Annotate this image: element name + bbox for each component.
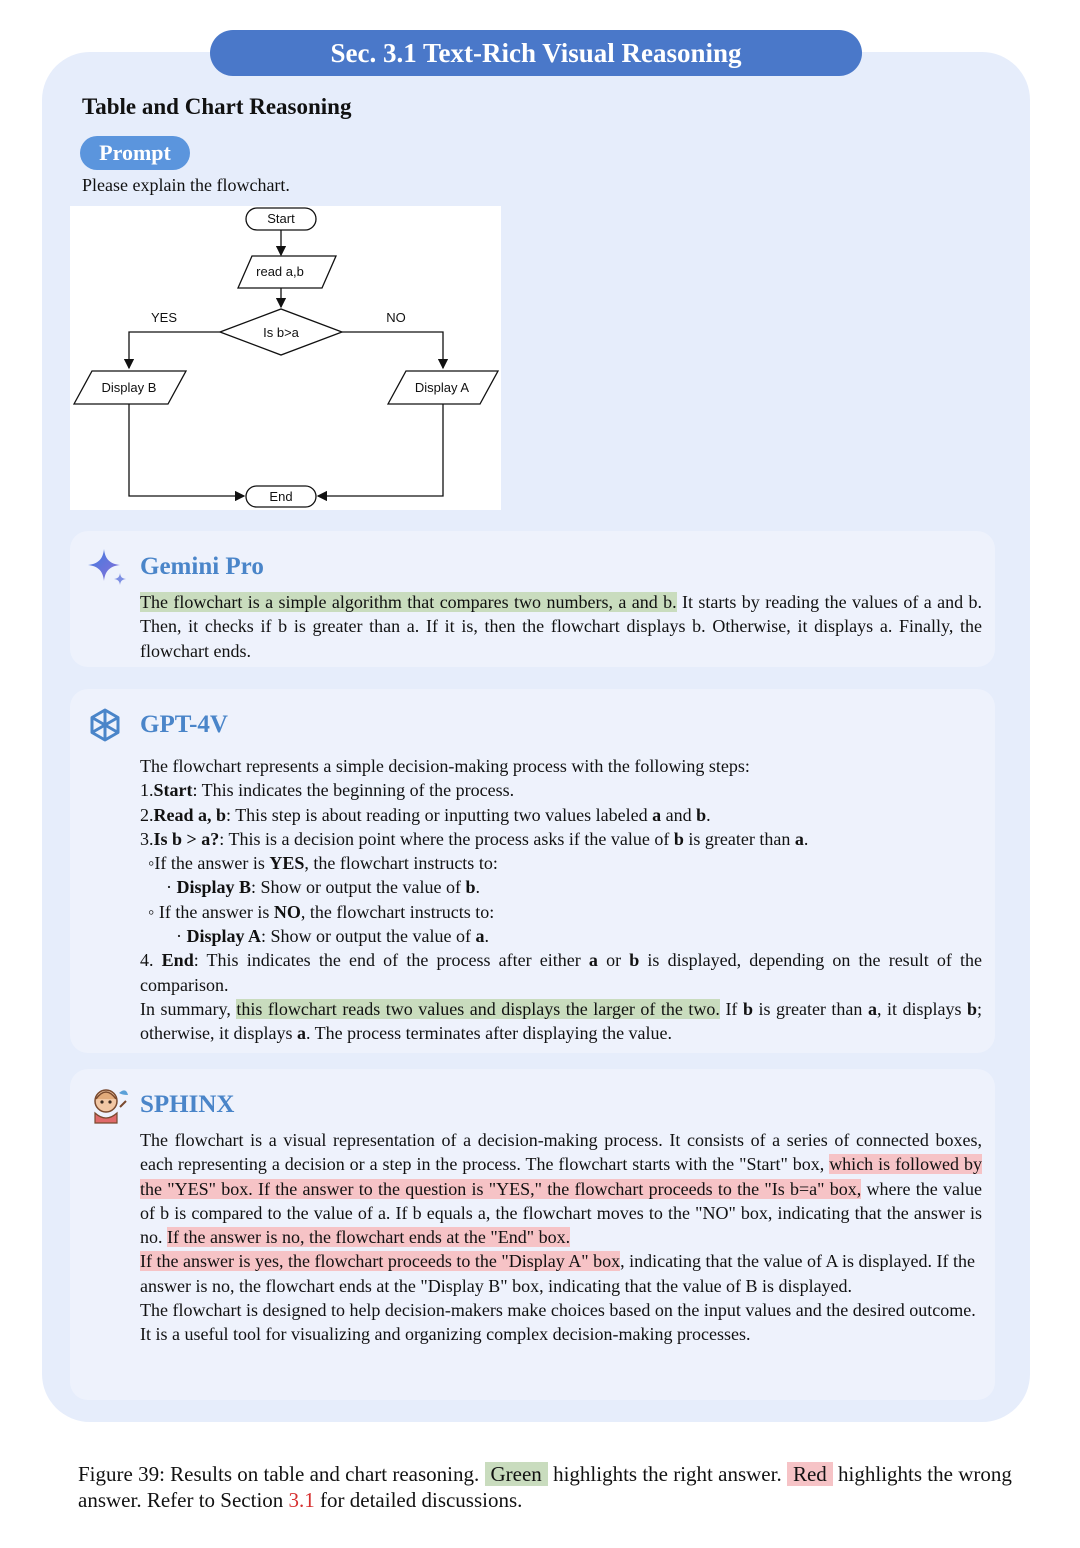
flowchart-figure bbox=[70, 206, 501, 510]
gpt4v-response bbox=[140, 754, 982, 1046]
gpt4v-no-branch: ◦ If the answer is NO, the flowchart instructs to: bbox=[148, 901, 495, 922]
sphinx-highlight-wrong-3: If the answer is yes, the flowchart proceeds to the "Display A" box bbox=[140, 1251, 621, 1272]
gpt4v-step-3: 3.Is b > a?: This is a decision point where the process asks if the value of b is greater than a. bbox=[140, 828, 809, 849]
gemini-card bbox=[70, 531, 995, 667]
gemini-highlight-correct: The flowchart is a simple algorithm that compares two numbers, a and b. bbox=[140, 592, 677, 612]
subsection-title: Table and Chart Reasoning bbox=[82, 94, 352, 119]
section-reference-link[interactable]: 3.1 bbox=[288, 1488, 315, 1512]
decision-label: Is b>a bbox=[263, 325, 299, 340]
gpt4v-display-b: · Display B: Show or output the value of b. bbox=[166, 877, 481, 898]
sphinx-para-2: If the answer is yes, the flowchart proceeds to the "Display A" box, indicating that the value of A is displayed. If the answer is no, the flowchart ends at the "Display B" box, indicating that the value of B is displayed. bbox=[140, 1251, 975, 1296]
gpt4v-highlight-correct: this flowchart reads two values and displays the larger of the two. bbox=[236, 998, 720, 1019]
gemini-title: Gemini Pro bbox=[140, 553, 264, 580]
start-label: Start bbox=[267, 211, 295, 226]
gpt4v-card bbox=[70, 689, 995, 1053]
caption-green-key: Green bbox=[485, 1462, 548, 1486]
sphinx-highlight-wrong-2: If the answer is no, the flowchart ends at the "End" box. bbox=[167, 1227, 571, 1248]
sphinx-highlight-wrong-1: which is followed by the "YES" box. If the answer to the question is "YES," the flowchart proceeds to the "Is b=a" box, bbox=[140, 1154, 982, 1199]
gpt4v-step-1: 1.Start: This indicates the beginning of the process. bbox=[140, 780, 515, 801]
arrow-a-end bbox=[318, 404, 443, 496]
gpt4v-yes-branch: ◦If the answer is YES, the flowchart instructs to: bbox=[148, 853, 498, 874]
section-banner: Sec. 3.1 Text-Rich Visual Reasoning bbox=[210, 30, 862, 76]
gemini-response bbox=[140, 590, 982, 663]
sphinx-title: SPHINX bbox=[140, 1091, 235, 1118]
caption-red-key: Red bbox=[787, 1462, 833, 1486]
gemini-response-rest: It starts by reading the values of a and b. Then, it checks if b is greater than a. If it is, then the flowchart displays b. Otherwise, it displays a. Finally, the flowchart ends. bbox=[140, 592, 982, 661]
gpt4v-step-4: 4. End: This indicates the end of the process after either a or b is displayed, depending on the result of the comparison. bbox=[140, 950, 983, 995]
flowchart-svg bbox=[70, 206, 501, 510]
gpt4v-summary: In summary, this flowchart reads two values and displays the larger of the two. If b is greater than a, it displays b; otherwise, it displays a. The process terminates after displaying the value. bbox=[140, 998, 982, 1044]
end-label: End bbox=[269, 489, 293, 504]
yes-label: YES bbox=[150, 310, 178, 325]
sphinx-mascot-icon bbox=[88, 1083, 132, 1127]
gpt4v-display-a: · Display A: Show or output the value of a. bbox=[176, 926, 490, 947]
sphinx-para-1: The flowchart is a visual representation of a decision-making process. It consists of a series of connected boxes, each representing a decision or a step in the process. The flowchart starts with the "Start" box, which is followed by the "YES" box. If the answer to the question is "YES," the flowchart proceeds to the "Is b=a" box, where the value of b is compared to the value of a. If b equals a, the flowchart moves to the "NO" box, indicating that the answer is no. If the answer is no, the flowchart ends at the "End" box. bbox=[140, 1130, 982, 1248]
read-label: read a,b bbox=[256, 264, 304, 279]
arrow-no bbox=[342, 332, 443, 368]
gpt4v-intro: The flowchart represents a simple decision-making process with the following steps: bbox=[140, 756, 750, 776]
sphinx-response bbox=[140, 1128, 982, 1347]
sphinx-card bbox=[70, 1069, 995, 1400]
arrow-yes bbox=[129, 332, 220, 368]
prompt-text: Please explain the flowchart. bbox=[82, 175, 290, 195]
openai-logo-icon bbox=[84, 705, 126, 747]
gpt4v-title: GPT-4V bbox=[140, 711, 228, 738]
prompt-badge: Prompt bbox=[80, 136, 190, 170]
no-label: NO bbox=[386, 310, 406, 325]
arrow-b-end bbox=[129, 404, 244, 496]
gpt4v-step-2: 2.Read a, b: This step is about reading or inputting two values labeled a and b. bbox=[140, 804, 711, 825]
display-b-label: Display B bbox=[101, 380, 157, 395]
sphinx-para-3: The flowchart is designed to help decision-makers make choices based on the input values and the desired outcome. It is a useful tool for visualizing and organizing complex decision-making processes. bbox=[140, 1300, 976, 1345]
gemini-sparkle-icon bbox=[84, 545, 132, 593]
display-a-label: Display A bbox=[414, 380, 470, 395]
figure-caption: Figure 39: Results on table and chart reasoning. Green highlights the right answer. Red highlights the wrong answer. Refer to Section 3.1 for detailed discussions. bbox=[78, 1462, 1012, 1512]
